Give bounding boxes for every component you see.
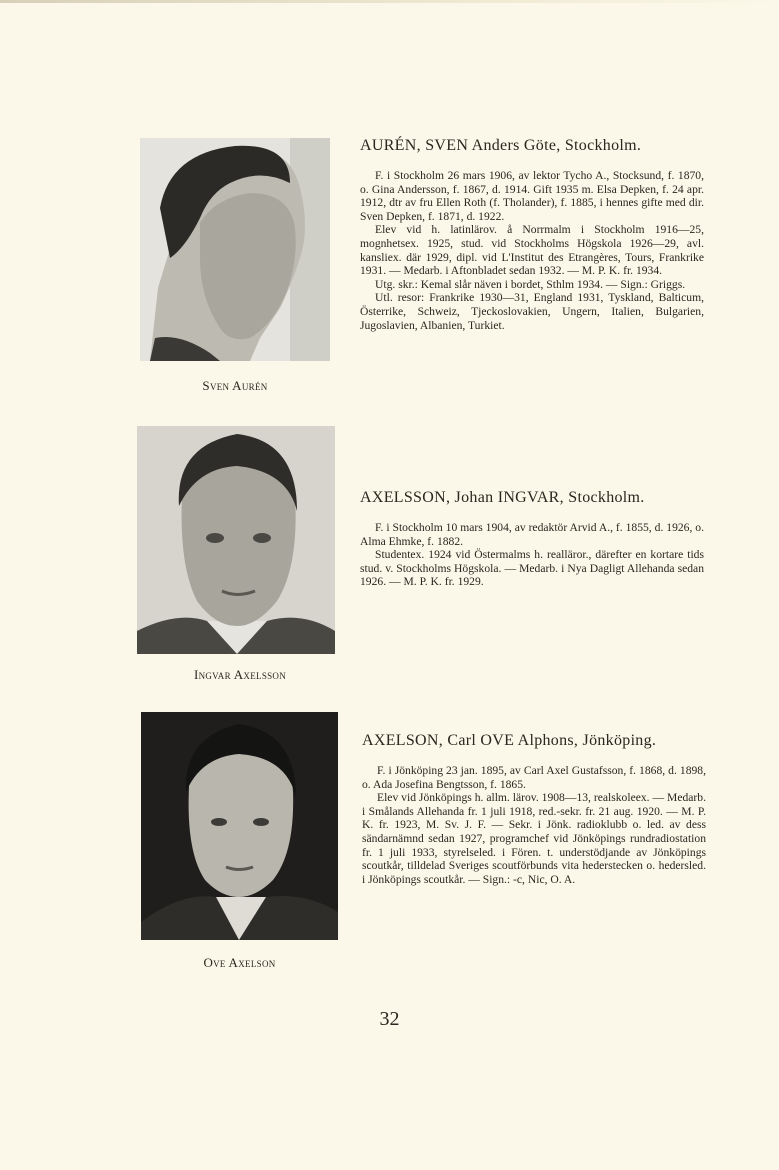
entry-heading: AURÉN, SVEN Anders Göte, Stockholm. (360, 137, 642, 154)
portrait-photo-ingvar-axelsson (137, 426, 335, 654)
entry-paragraph: Elev vid Jönköpings h. allm. lärov. 1908—13, realskoleex. — Medarb. i Smålands Allehanda fr. 1 juli 1918, red.-sekr. fr. 21 aug. 1920. — M. P. K. fr. 1923, M. Sv. J. F. — Sekr. i Jönk. radioklubb o. led. av dess sändarnämnd sedan 1927, programchef vid Jönköpings rundradiostation fr. 1 juli 1933, styrelseled. i Fören. t. understödjande av Jönköpings scoutkår, tilldelad Sveriges scoutförbunds vita hederstecken o. hedersled. i Jönköpings scoutkår. — Sign.: -c, Nic, O. A. (362, 791, 706, 886)
photo-caption: Ingvar Axelsson (193, 667, 287, 682)
entry-heading: AXELSON, Carl OVE Alphons, Jönköping. (362, 732, 657, 749)
entry-heading: AXELSSON, Johan INGVAR, Stockholm. (360, 489, 645, 506)
entry-paragraph: F. i Stockholm 26 mars 1906, av lektor Tycho A., Stocksund, f. 1870, o. Gina Andersson, f. 1867, d. 1914. Gift 1935 m. Elsa Depken, f. 24 apr. 1912, dtr av fru Ellen Roth (f. Tholander), f. 1885, i hennes gifte med dir. Sven Depken, f. 1871, d. 1922. (360, 169, 704, 223)
entry-paragraph: Utg. skr.: Kemal slår näven i bordet, Sthlm 1934. — Sign.: Griggs. (375, 277, 686, 291)
portrait-photo-ove-axelson (141, 712, 338, 940)
entry-paragraph: F. i Jönköping 23 jan. 1895, av Carl Axel Gustafsson, f. 1868, d. 1898, o. Ada Josefina Bengtsson, f. 1865. (362, 764, 706, 791)
photo-caption: Sven Aurén (202, 378, 268, 393)
entry-paragraph: F. i Stockholm 10 mars 1904, av redaktör Arvid A., f. 1855, d. 1926, o. Alma Ehmke, f. 1882. (360, 521, 704, 548)
photo-caption: Ove Axelson (203, 955, 276, 970)
biography-entry-auren (360, 137, 704, 332)
entry-paragraph: Utl. resor: Frankrike 1930—31, England 1931, Tyskland, Balticum, Österrike, Schweiz, Tjeckoslovakien, Ungern, Italien, Bulgarien, Jugoslavien, Albanien, Turkiet. (360, 291, 704, 332)
portrait-photo-sven-auren (140, 138, 330, 361)
biography-entry-axelson (362, 732, 706, 886)
biography-entry-axelsson (360, 489, 704, 589)
entry-paragraph: Studentex. 1924 vid Östermalms h. realläror., därefter en kortare tids stud. v. Stockholms Högskola. — Medarb. i Nya Dagligt Allehanda sedan 1926. — M. P. K. fr. 1929. (360, 548, 704, 589)
page-number: 32 (379, 1008, 400, 1030)
page-edge (0, 0, 779, 3)
entry-paragraph: Elev vid h. latinlärov. å Norrmalm i Stockholm 1916—25, mognhetsex. 1925, stud. vid Stockholms Högskola 1926—29, avl. kansliex. där 1929, dipl. vid L'Institut des Etrangères, Tours, Frankrike 1931. — Medarb. i Aftonbladet sedan 1932. — M. P. K. fr. 1934. (360, 223, 704, 278)
